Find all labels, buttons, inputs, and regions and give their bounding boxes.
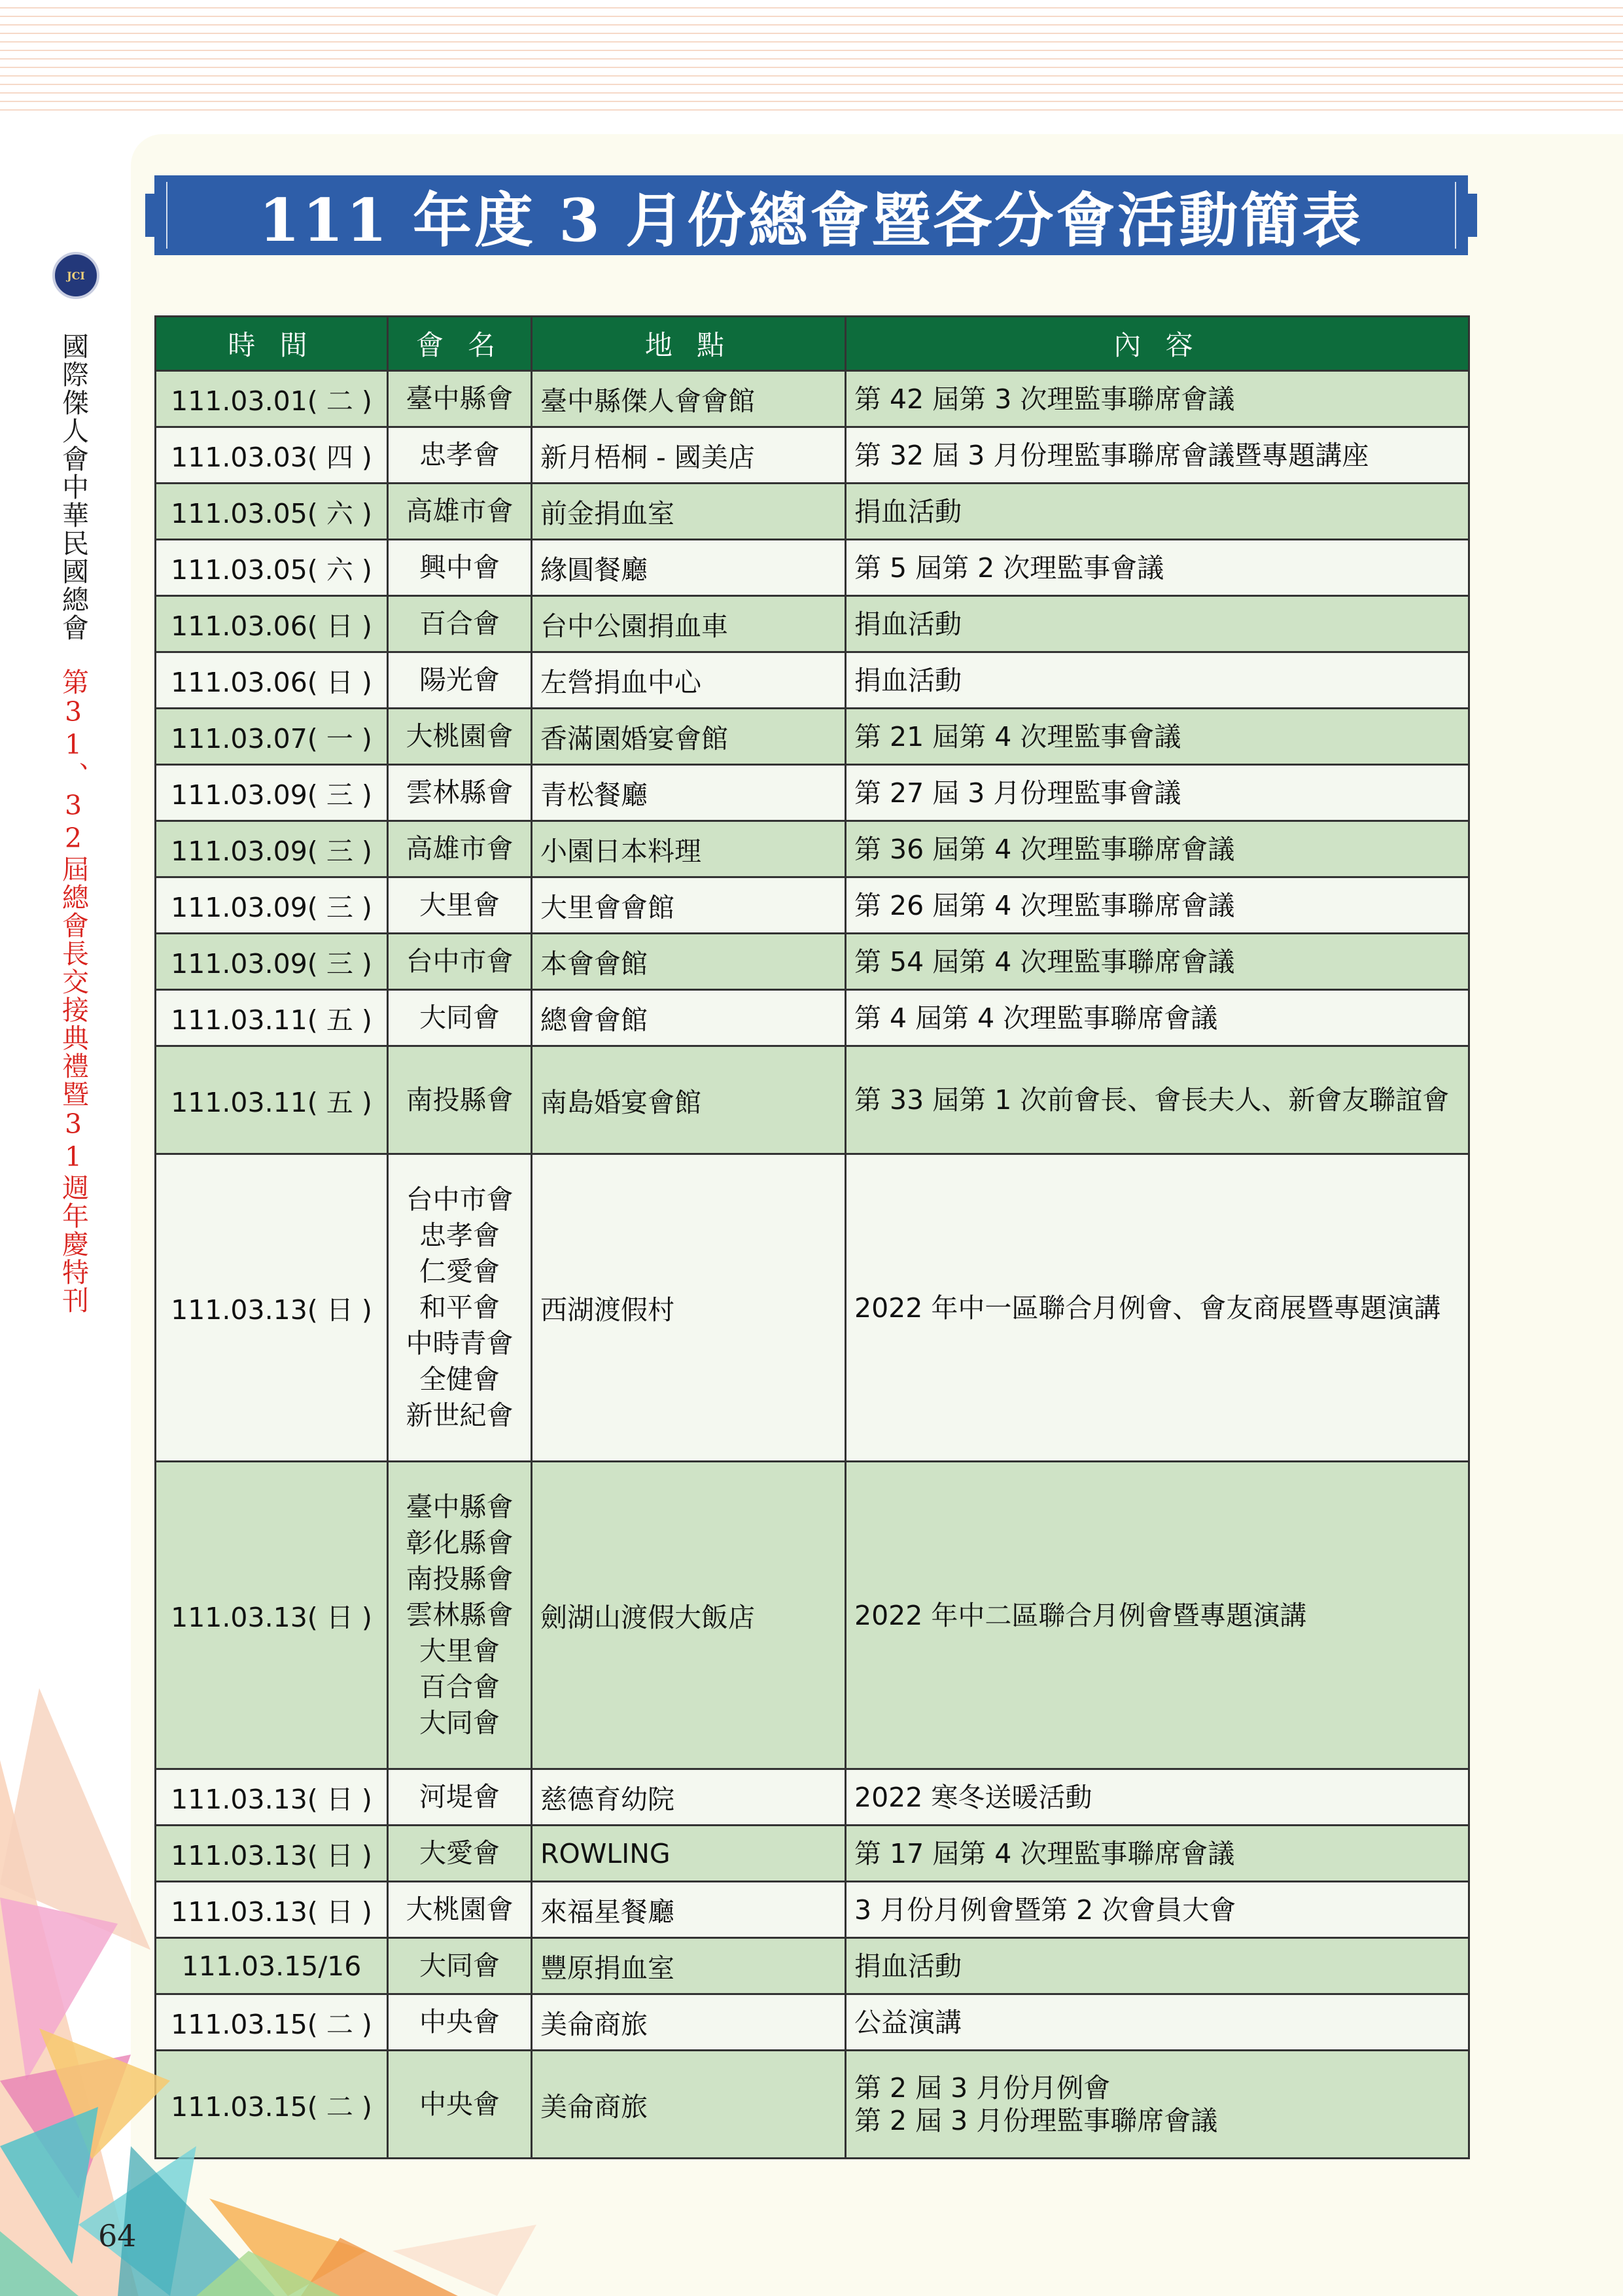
title-banner — [154, 175, 1468, 255]
club-name: 仁愛會 — [419, 1256, 500, 1287]
cell-venue: 豐原捐血室 — [532, 1938, 846, 1994]
cell-club — [388, 990, 532, 1046]
cell-date: 111.03.09( 三 ) — [156, 821, 388, 877]
header-venue: 地 點 — [532, 317, 846, 371]
cell-venue: 臺中縣傑人會會館 — [532, 371, 846, 427]
cell-content: 第 42 屆第 3 次理監事聯席會議 — [846, 371, 1469, 427]
club-name: 大愛會 — [419, 1837, 500, 1869]
cell-content: 第 17 屆第 4 次理監事聯席會議 — [846, 1826, 1469, 1882]
header-stripes — [0, 0, 1623, 115]
cell-date: 111.03.15( 二 ) — [156, 1994, 388, 2051]
club-name: 百合會 — [419, 1671, 500, 1703]
table-row — [156, 427, 1469, 484]
club-name: 雲林縣會 — [406, 777, 514, 808]
club-name: 雲林縣會 — [406, 1599, 514, 1631]
club-name: 臺中縣會 — [406, 383, 514, 414]
cell-content: 第 54 屆第 4 次理監事聯席會議 — [846, 934, 1469, 990]
cell-club — [388, 484, 532, 540]
cell-content: 第 5 屆第 2 次理監事會議 — [846, 540, 1469, 596]
cell-venue: 總會會館 — [532, 990, 846, 1046]
club-name: 臺中縣會 — [406, 1491, 514, 1523]
club-name: 中央會 — [419, 2006, 500, 2038]
logo-text: JCI — [67, 269, 85, 282]
cell-venue: 南島婚宴會館 — [532, 1046, 846, 1154]
cell-date: 111.03.05( 六 ) — [156, 484, 388, 540]
cell-club — [388, 596, 532, 652]
cell-venue: 左營捐血中心 — [532, 652, 846, 709]
cell-venue: 前金捐血室 — [532, 484, 846, 540]
logo — [52, 252, 99, 299]
cell-date: 111.03.15/16 — [156, 1938, 388, 1994]
cell-content: 第 27 屆 3 月份理監事會議 — [846, 765, 1469, 821]
club-name: 大同會 — [419, 1707, 500, 1739]
cell-content: 捐血活動 — [846, 1938, 1469, 1994]
table-row — [156, 652, 1469, 709]
cell-club — [388, 1046, 532, 1154]
cell-club — [388, 877, 532, 934]
cell-date: 111.03.03( 四 ) — [156, 427, 388, 484]
page-number: 64 — [98, 2218, 137, 2253]
cell-content: 2022 寒冬送暖活動 — [846, 1769, 1469, 1826]
cell-content: 第 2 屆 3 月份月例會 第 2 屆 3 月份理監事聯席會議 — [846, 2051, 1469, 2159]
cell-date: 111.03.09( 三 ) — [156, 934, 388, 990]
table-row — [156, 821, 1469, 877]
cell-content: 第 33 屆第 1 次前會長、會長夫人、新會友聯誼會 — [846, 1046, 1469, 1154]
club-name: 南投縣會 — [406, 1563, 514, 1595]
cell-date: 111.03.06( 日 ) — [156, 596, 388, 652]
cell-club — [388, 652, 532, 709]
table-row — [156, 709, 1469, 765]
club-name: 彰化縣會 — [406, 1527, 514, 1559]
cell-venue: 西湖渡假村 — [532, 1154, 846, 1462]
table-row — [156, 877, 1469, 934]
cell-club — [388, 371, 532, 427]
cell-date: 111.03.09( 三 ) — [156, 877, 388, 934]
table-row — [156, 934, 1469, 990]
cell-venue: 來福星餐廳 — [532, 1882, 846, 1938]
table-row — [156, 1046, 1469, 1154]
header-content: 內 容 — [846, 317, 1469, 371]
club-name: 台中市會 — [406, 1184, 514, 1215]
club-name: 新世紀會 — [406, 1400, 514, 1431]
cell-date: 111.03.13( 日 ) — [156, 1826, 388, 1882]
cell-content: 捐血活動 — [846, 596, 1469, 652]
cell-content: 公益演講 — [846, 1994, 1469, 2051]
cell-date: 111.03.07( 一 ) — [156, 709, 388, 765]
club-name: 大桃園會 — [406, 720, 514, 752]
club-name: 全健會 — [419, 1364, 500, 1395]
table-row — [156, 484, 1469, 540]
club-name: 忠孝會 — [419, 1220, 500, 1251]
cell-venue: 慈德育幼院 — [532, 1769, 846, 1826]
decorative-triangles — [0, 1688, 563, 2296]
club-name: 中央會 — [419, 2088, 500, 2120]
cell-venue: 青松餐廳 — [532, 765, 846, 821]
club-name: 高雄市會 — [406, 495, 514, 527]
club-name: 大里會 — [419, 1635, 500, 1667]
cell-venue: 大里會會館 — [532, 877, 846, 934]
club-name: 高雄市會 — [406, 833, 514, 864]
cell-date: 111.03.06( 日 ) — [156, 652, 388, 709]
cell-venue: 緣圓餐廳 — [532, 540, 846, 596]
cell-content: 第 4 屆第 4 次理監事聯席會議 — [846, 990, 1469, 1046]
cell-date: 111.03.11( 五 ) — [156, 990, 388, 1046]
club-name: 興中會 — [419, 552, 500, 583]
club-name: 和平會 — [419, 1292, 500, 1323]
cell-venue: 本會會館 — [532, 934, 846, 990]
table-row — [156, 990, 1469, 1046]
table-row — [156, 596, 1469, 652]
cell-venue: 美侖商旅 — [532, 2051, 846, 2159]
cell-content: 3 月份月例會暨第 2 次會員大會 — [846, 1882, 1469, 1938]
cell-content: 2022 年中二區聯合月例會暨專題演講 — [846, 1462, 1469, 1769]
header-time: 時 間 — [156, 317, 388, 371]
cell-venue: 香滿園婚宴會館 — [532, 709, 846, 765]
club-name: 南投縣會 — [406, 1084, 514, 1116]
cell-content: 捐血活動 — [846, 484, 1469, 540]
cell-content: 捐血活動 — [846, 652, 1469, 709]
club-name: 大桃園會 — [406, 1894, 514, 1925]
cell-club — [388, 709, 532, 765]
club-name: 河堤會 — [419, 1781, 500, 1812]
header-club: 會 名 — [388, 317, 532, 371]
cell-venue: 美侖商旅 — [532, 1994, 846, 2051]
cell-content: 第 26 屆第 4 次理監事聯席會議 — [846, 877, 1469, 934]
cell-venue: 新月梧桐 - 國美店 — [532, 427, 846, 484]
cell-venue: ROWLING — [532, 1826, 846, 1882]
club-name: 大同會 — [419, 1002, 500, 1033]
cell-club — [388, 540, 532, 596]
cell-date: 111.03.15( 二 ) — [156, 2051, 388, 2159]
page-title: 111 年度 3 月份總會暨各分會活動簡表 — [258, 186, 1364, 255]
side-title-issue: 第31、32屆總會長交接典禮暨31週年慶特刊 — [58, 668, 89, 1315]
cell-club — [388, 1154, 532, 1462]
cell-club — [388, 934, 532, 990]
cell-venue: 劍湖山渡假大飯店 — [532, 1462, 846, 1769]
club-name: 大同會 — [419, 1950, 500, 1981]
cell-date: 111.03.13( 日 ) — [156, 1154, 388, 1462]
cell-content: 第 32 屆 3 月份理監事聯席會議暨專題講座 — [846, 427, 1469, 484]
table-header-row — [156, 317, 1469, 371]
cell-club — [388, 427, 532, 484]
table-row — [156, 371, 1469, 427]
club-name: 百合會 — [419, 608, 500, 639]
club-name: 忠孝會 — [419, 439, 500, 470]
side-title — [54, 332, 93, 1315]
cell-date: 111.03.13( 日 ) — [156, 1769, 388, 1826]
club-name: 中時青會 — [406, 1328, 514, 1359]
table-row — [156, 765, 1469, 821]
cell-content: 第 36 屆第 4 次理監事聯席會議 — [846, 821, 1469, 877]
club-name: 陽光會 — [419, 664, 500, 696]
cell-date: 111.03.13( 日 ) — [156, 1882, 388, 1938]
cell-venue: 小園日本料理 — [532, 821, 846, 877]
cell-content: 第 21 屆第 4 次理監事會議 — [846, 709, 1469, 765]
cell-club — [388, 821, 532, 877]
cell-club — [388, 765, 532, 821]
table-row — [156, 1154, 1469, 1462]
table-row — [156, 540, 1469, 596]
cell-content: 2022 年中一區聯合月例會、會友商展暨專題演講 — [846, 1154, 1469, 1462]
cell-date: 111.03.13( 日 ) — [156, 1462, 388, 1769]
side-title-org: 國際傑人會中華民國總會 — [58, 332, 89, 642]
cell-date: 111.03.05( 六 ) — [156, 540, 388, 596]
cell-date: 111.03.09( 三 ) — [156, 765, 388, 821]
club-name: 大里會 — [419, 889, 500, 921]
club-name: 台中市會 — [406, 945, 514, 977]
cell-date: 111.03.11( 五 ) — [156, 1046, 388, 1154]
cell-date: 111.03.01( 二 ) — [156, 371, 388, 427]
cell-venue: 台中公園捐血車 — [532, 596, 846, 652]
